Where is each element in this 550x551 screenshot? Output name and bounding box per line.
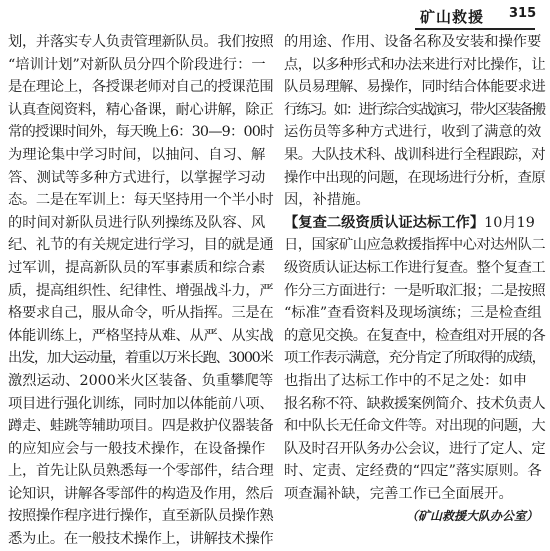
text-line: 激烈运动、2000米火区装备、负重攀爬等 bbox=[8, 372, 274, 389]
text-line: 和中队长无任命文件等。对出现的问题，大 bbox=[284, 418, 546, 435]
text-line: 出发，加大运动量，着重以万米长跑、3000米 bbox=[8, 350, 273, 367]
text-line: 作分三方面进行：一是听取汇报；二是按照 bbox=[284, 282, 546, 299]
text-line: “标准”查看资料及现场演练；三是检查组 bbox=[284, 305, 542, 322]
text-line: 蹲走、蛙跳等辅助项目。四是救护仪器装备 bbox=[8, 418, 274, 435]
header-rule bbox=[415, 28, 535, 30]
page-number: 315 bbox=[509, 6, 537, 21]
running-header-title: 矿山救援 bbox=[420, 8, 485, 26]
text-line: 格要求自己，服从命令，听从指挥。三是在 bbox=[8, 305, 274, 322]
text-line: 果。大队技术科、战训科进行全程跟踪，对 bbox=[284, 146, 546, 163]
text-line: 是在理论上，各授课老师对自己的授课范围 bbox=[8, 79, 274, 96]
text-line: 答、测试等多种方式进行，以掌握学习动 bbox=[8, 169, 266, 186]
text-line: 项查漏补缺，完善工作已全面展开。 bbox=[284, 485, 513, 502]
text-line: 时、定责、定经费的“四定”落实原则。各 bbox=[284, 463, 542, 480]
text-line: 认真查阅资料，精心备课，耐心讲解，除正 bbox=[8, 101, 274, 118]
text-line: 的意见交换。在复查中，检查组对开展的各 bbox=[284, 327, 546, 344]
signature: （矿山救援大队办公室） bbox=[405, 509, 538, 524]
text-line: 纪、礼节的有关规定进行学习，目的就是通 bbox=[8, 237, 274, 254]
text-line: 划，并落实专人负责管理新队员。我们按照 bbox=[8, 34, 274, 50]
text-line: 项目进行强化训练，同时加以体能前八项、 bbox=[8, 395, 274, 412]
text-line: 的用途、作用、设备名称及安装和操作要 bbox=[284, 34, 542, 50]
text-line: 上，首先让队员熟悉每一个零部件，结合理 bbox=[8, 463, 274, 480]
text-line: 体能训练上，严格坚持从难、从严、从实战 bbox=[8, 327, 274, 344]
left-column bbox=[8, 31, 274, 551]
text-line: 过军训，提高新队员的军事素质和综合素 bbox=[8, 259, 266, 276]
text-line: 也指出了达标工作中的不足之处：如申 bbox=[284, 372, 528, 389]
text-line: 操作中出现的问题，在现场进行分析，查原 bbox=[284, 169, 546, 186]
text-line: 运伤员等多种方式进行，收到了满意的效 bbox=[284, 124, 542, 141]
text-line: 行练习。如：进行综合实战演习，带火区装备搬 bbox=[284, 101, 545, 118]
text-line: “培训计划”对新队员分四个阶段进行：一 bbox=[8, 56, 266, 73]
right-column bbox=[284, 31, 546, 528]
text-line: 项工作表示满意，充分肯定了所取得的成绩， bbox=[284, 350, 545, 367]
text-span: 10月19 bbox=[484, 214, 535, 231]
text-line: 态。二是在军训上：每天坚持用一个半小时 bbox=[8, 192, 274, 209]
section-heading: 【复查二级资质认证达标工作】 bbox=[284, 214, 485, 231]
text-line: 论知识，讲解各零部件的构造及作用，然后 bbox=[8, 485, 274, 502]
text-line: 质，提高组织性、纪律性、增强战斗力，严 bbox=[8, 282, 274, 299]
text-line: 队员易理解、易操作，同时结合体能要求进 bbox=[284, 79, 546, 96]
text-line: 报名称不符、缺救援案例简介、技术负责人 bbox=[284, 395, 546, 412]
text-line: 常的授课时间外，每天晚上6：30—9：00时 bbox=[8, 124, 274, 141]
section-heading-line bbox=[284, 212, 546, 235]
text-line: 的时间对新队员进行队列操练及队容、风 bbox=[8, 214, 266, 231]
page-header bbox=[0, 0, 550, 30]
text-line: 日，国家矿山应急救援指挥中心对达州队二 bbox=[284, 237, 546, 254]
text-line: 级资质认证达标工作进行复查。整个复查工 bbox=[284, 259, 546, 276]
text-line: 因，补措施。 bbox=[284, 192, 370, 209]
text-line: 的应知应会与一般技术操作，在设备操作 bbox=[8, 440, 266, 457]
text-line: 悉为止。在一般技术操作上，讲解技术操作 bbox=[8, 531, 274, 548]
text-line: 点，以多种形式和办法来进行对比操作，让 bbox=[284, 56, 546, 73]
text-line: 队及时召开队务办公会议，进行了定人、定 bbox=[284, 440, 546, 457]
text-line: 为理论集中学习时间，以抽问、自习、解 bbox=[8, 146, 266, 163]
text-line: 按照操作程序进行操作，直至新队员操作熟 bbox=[8, 508, 274, 525]
